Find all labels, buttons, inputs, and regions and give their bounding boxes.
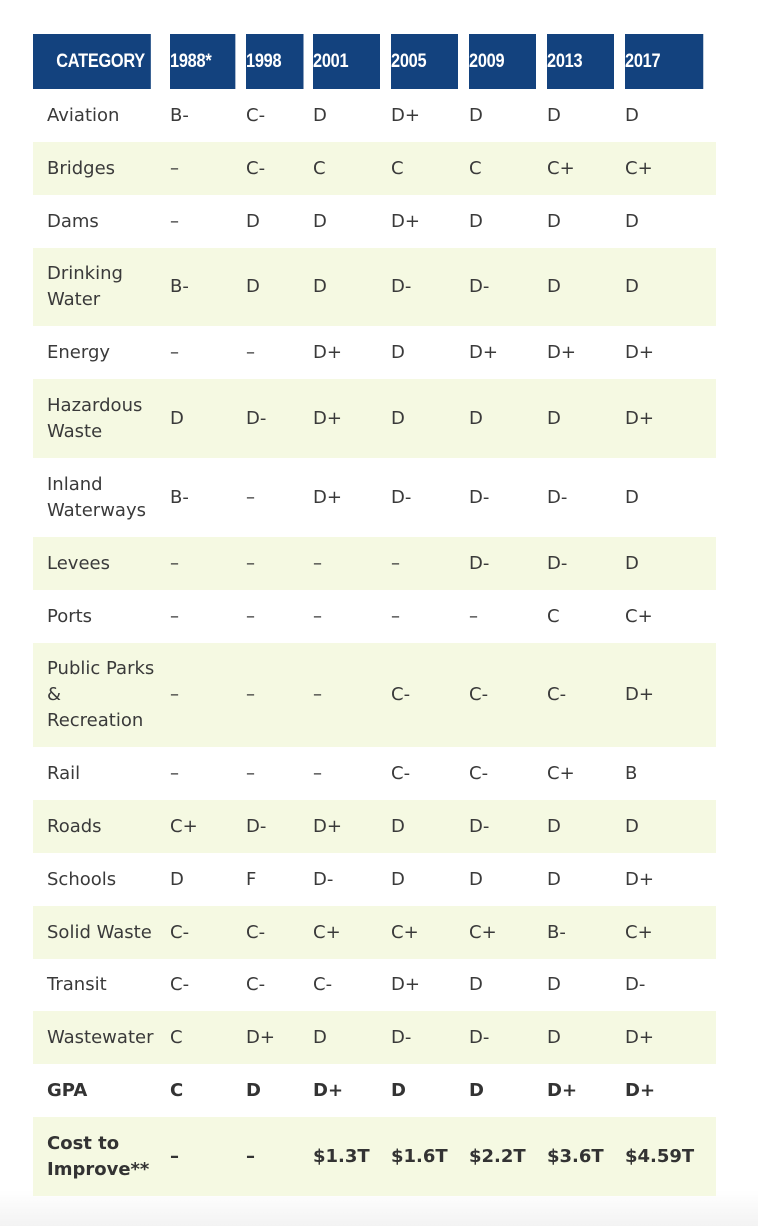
table-row <box>33 458 716 537</box>
grade-cell: D <box>625 104 639 126</box>
grade-cell: D+ <box>313 341 342 363</box>
grade-cell: $4.59T <box>625 1117 716 1196</box>
grade-cell: D- <box>547 486 568 508</box>
grade-cell: D <box>547 379 625 458</box>
grade-cell: D- <box>246 800 313 853</box>
grade-cell: D+ <box>391 104 420 126</box>
grade-cell: C+ <box>170 800 246 853</box>
category-cell: Public Parks & Recreation <box>33 643 170 747</box>
category-cell: Dams <box>47 210 99 232</box>
header-row <box>33 34 716 89</box>
grade-cell: – <box>469 605 478 627</box>
grade-cell: D- <box>469 537 547 590</box>
grade-cell: D- <box>625 974 646 995</box>
grade-cell: D+ <box>547 341 576 363</box>
table-row <box>33 800 716 853</box>
category-cell: Cost to Improve** <box>33 1117 170 1196</box>
category-cell: Drinking Water <box>33 248 170 326</box>
table-row <box>33 1064 716 1117</box>
grade-cell: B- <box>170 486 189 508</box>
grade-cell: C- <box>547 643 625 747</box>
grade-cell: – <box>313 762 322 784</box>
grade-cell: D+ <box>625 643 716 747</box>
grade-cell: C <box>313 142 391 195</box>
grade-cell: – <box>246 762 255 784</box>
table-row <box>33 537 716 590</box>
grade-cell: C <box>547 605 560 627</box>
grade-cell: D+ <box>625 868 654 890</box>
grade-cell: D <box>246 210 260 232</box>
grade-cell: F <box>246 868 257 890</box>
grade-cell: D <box>469 379 547 458</box>
grade-cell: $1.3T <box>313 1117 391 1196</box>
grade-cell: – <box>313 605 322 627</box>
grade-cell: D <box>547 248 625 326</box>
column-header-1988: 1988* <box>170 34 235 89</box>
grade-cell: C- <box>313 974 333 995</box>
grade-cell: – <box>170 537 246 590</box>
column-header-2001: 2001 <box>313 34 380 89</box>
grade-cell: D- <box>547 537 625 590</box>
infrastructure-grades-table <box>33 34 716 1196</box>
grade-cell: – <box>391 605 400 627</box>
grade-cell: C- <box>246 142 313 195</box>
table-row <box>33 853 716 906</box>
grade-cell: D <box>313 210 327 232</box>
category-cell: Levees <box>33 537 170 590</box>
grade-cell: – <box>170 605 179 627</box>
grade-cell: C+ <box>313 906 391 959</box>
category-cell: Bridges <box>33 142 170 195</box>
grade-cell: C- <box>469 643 547 747</box>
grade-cell: D <box>391 379 469 458</box>
table-row <box>33 142 716 195</box>
category-cell: Ports <box>47 605 93 627</box>
category-cell: Rail <box>47 762 81 784</box>
category-cell: Energy <box>47 341 111 363</box>
grade-cell: D- <box>391 486 412 508</box>
grade-cell: B- <box>170 104 189 126</box>
grade-cell: D <box>391 868 405 890</box>
grade-cell: D <box>469 104 483 126</box>
category-cell: GPA <box>47 1079 88 1101</box>
grade-cell: C+ <box>469 906 547 959</box>
category-cell: Transit <box>47 974 107 995</box>
grade-cell: D <box>547 104 561 126</box>
column-header-2017: 2017 <box>625 34 703 89</box>
table-row <box>33 906 716 959</box>
grade-cell: – <box>246 341 255 363</box>
grade-cell: D+ <box>246 1011 313 1064</box>
grade-cell: D <box>547 868 561 890</box>
grade-cell: D <box>170 379 246 458</box>
grade-cell: C <box>170 1079 184 1101</box>
grade-cell: – <box>391 537 469 590</box>
table-row <box>33 379 716 458</box>
table-row <box>33 1011 716 1064</box>
category-cell: Hazardous Waste <box>33 379 170 458</box>
grade-cell: D <box>313 104 327 126</box>
column-header-2013: 2013 <box>547 34 614 89</box>
category-cell: Schools <box>47 868 117 890</box>
grade-cell: D <box>313 1011 391 1064</box>
grade-cell: – <box>170 210 179 232</box>
grade-cell: D <box>547 1011 625 1064</box>
grade-cell: D <box>547 210 561 232</box>
grade-cell: C+ <box>625 142 716 195</box>
grade-cell: D- <box>313 868 334 890</box>
grade-cell: D <box>469 1079 484 1101</box>
category-cell: Wastewater <box>33 1011 170 1064</box>
grade-cell: C- <box>170 974 190 995</box>
grade-cell: D <box>391 1079 406 1101</box>
grade-cell: – <box>170 762 179 784</box>
grade-cell: D+ <box>313 800 391 853</box>
grade-cell: C+ <box>547 142 625 195</box>
grade-cell: – <box>170 643 246 747</box>
grade-cell: D+ <box>625 1079 656 1101</box>
grade-cell: – <box>246 537 313 590</box>
table-row <box>33 326 716 379</box>
grade-cell: C+ <box>625 605 653 627</box>
grade-cell: D- <box>391 248 469 326</box>
grade-cell: C- <box>246 906 313 959</box>
grade-cell: C <box>469 142 547 195</box>
grade-cell: – <box>246 605 255 627</box>
table-row <box>33 747 716 800</box>
grade-cell: – <box>170 1117 246 1196</box>
grade-cell: – <box>246 486 255 508</box>
grade-cell: – <box>170 341 179 363</box>
grade-cell: D+ <box>625 1011 716 1064</box>
grade-cell: D <box>547 800 625 853</box>
grade-cell: – <box>246 1117 313 1196</box>
grade-cell: D- <box>469 248 547 326</box>
grade-cell: – <box>170 142 246 195</box>
grade-cell: D <box>625 800 716 853</box>
grade-cell: $1.6T <box>391 1117 469 1196</box>
table-row <box>33 1117 716 1196</box>
grade-cell: C+ <box>391 906 469 959</box>
grade-cell: C+ <box>625 906 716 959</box>
table-row <box>33 959 716 1011</box>
grade-cell: C- <box>246 974 266 995</box>
grade-cell: D <box>625 210 639 232</box>
table-row <box>33 89 716 142</box>
grade-cell: – <box>313 537 391 590</box>
grade-cell: C- <box>170 906 246 959</box>
grade-cell: D- <box>469 800 547 853</box>
grade-cell: D <box>391 800 469 853</box>
category-cell: Aviation <box>47 104 120 126</box>
grade-cell: D <box>625 537 716 590</box>
grade-cell: D+ <box>547 1079 578 1101</box>
grade-cell: D <box>547 974 561 995</box>
table-row <box>33 248 716 326</box>
category-cell: Roads <box>33 800 170 853</box>
grade-cell: D+ <box>313 379 391 458</box>
grade-cell: D- <box>246 379 313 458</box>
category-cell: Inland Waterways <box>47 473 146 521</box>
grade-cell: D+ <box>625 379 716 458</box>
grade-cell: D <box>469 210 483 232</box>
grade-cell: C- <box>391 762 411 784</box>
grade-cell: B <box>625 762 638 784</box>
table-row <box>33 643 716 747</box>
grade-cell: D+ <box>469 341 498 363</box>
table-row <box>33 195 716 248</box>
column-header-2005: 2005 <box>391 34 458 89</box>
column-header-2009: 2009 <box>469 34 536 89</box>
grade-cell: C <box>170 1011 246 1064</box>
grade-cell: C+ <box>547 762 575 784</box>
grade-cell: D+ <box>391 210 420 232</box>
grade-cell: C- <box>469 762 489 784</box>
column-header-1998: 1998 <box>246 34 304 89</box>
grade-cell: $2.2T <box>469 1117 547 1196</box>
grade-cell: D <box>313 248 391 326</box>
grade-cell: D+ <box>625 341 654 363</box>
grade-cell: C- <box>391 643 469 747</box>
grade-cell: D- <box>469 486 490 508</box>
category-cell: Solid Waste <box>33 906 170 959</box>
grade-cell: D <box>625 486 639 508</box>
grade-cell: $3.6T <box>547 1117 625 1196</box>
grade-cell: C- <box>246 104 266 126</box>
table-body <box>33 89 716 1196</box>
grade-cell: D <box>469 974 483 995</box>
grade-cell: B- <box>170 248 246 326</box>
grade-cell: – <box>313 643 391 747</box>
grade-cell: B- <box>547 906 625 959</box>
grade-cell: D <box>391 341 405 363</box>
grade-cell: D <box>170 868 184 890</box>
grade-cell: D+ <box>313 486 342 508</box>
table-row <box>33 590 716 643</box>
column-header-category: CATEGORY <box>33 34 151 89</box>
grade-cell: D <box>246 248 313 326</box>
grade-cell: D <box>625 248 716 326</box>
grade-cell: D <box>469 868 483 890</box>
grade-cell: D- <box>391 1011 469 1064</box>
grade-cell: D- <box>469 1011 547 1064</box>
grade-cell: – <box>246 643 313 747</box>
grade-cell: D+ <box>313 1079 344 1101</box>
grade-cell: D <box>246 1079 261 1101</box>
grade-cell: C <box>391 142 469 195</box>
grade-cell: D+ <box>391 974 420 995</box>
